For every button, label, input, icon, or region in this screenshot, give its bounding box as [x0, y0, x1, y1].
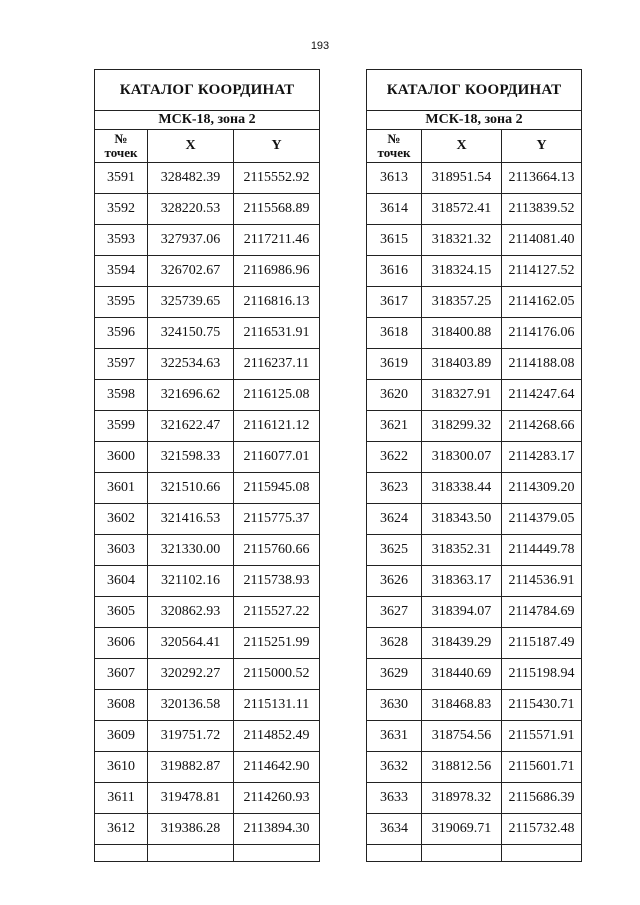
- point-number-cell: 3633: [367, 783, 422, 814]
- y-coordinate-cell: 2115760.66: [234, 535, 320, 566]
- x-coordinate-cell: 321102.16: [148, 566, 234, 597]
- point-number-cell: 3628: [367, 628, 422, 659]
- y-coordinate-cell: 2115198.94: [502, 659, 582, 690]
- point-number-symbol: №: [387, 131, 401, 146]
- x-coordinate-cell: 321510.66: [148, 473, 234, 504]
- x-coordinate-cell: 322534.63: [148, 349, 234, 380]
- point-number-cell: 3615: [367, 225, 422, 256]
- y-header: Y: [502, 130, 582, 163]
- x-coordinate-cell: 318400.88: [422, 318, 502, 349]
- y-header: Y: [234, 130, 320, 163]
- point-number-cell: 3602: [95, 504, 148, 535]
- point-number-cell: 3605: [95, 597, 148, 628]
- point-number-word: точек: [104, 145, 138, 160]
- coordinate-system-label: МСК-18, зона 2: [367, 111, 582, 130]
- point-number-word: точек: [377, 145, 411, 160]
- table-row: [95, 504, 320, 535]
- table-row: [367, 225, 582, 256]
- y-coordinate-cell: 2114162.05: [502, 287, 582, 318]
- y-coordinate-cell: 2116237.11: [234, 349, 320, 380]
- point-number-cell: 3634: [367, 814, 422, 845]
- point-number-cell: 3614: [367, 194, 422, 225]
- y-coordinate-cell: 2114268.66: [502, 411, 582, 442]
- x-coordinate-cell: 318403.89: [422, 349, 502, 380]
- y-coordinate-cell: 2114536.91: [502, 566, 582, 597]
- y-coordinate-cell: 2114379.05: [502, 504, 582, 535]
- y-coordinate-cell: 2114188.08: [502, 349, 582, 380]
- x-coordinate-cell: 321622.47: [148, 411, 234, 442]
- table-row: [367, 194, 582, 225]
- point-number-header: [95, 130, 148, 163]
- y-coordinate-cell: 2114449.78: [502, 535, 582, 566]
- point-number-cell: 3618: [367, 318, 422, 349]
- point-number-cell: 3594: [95, 256, 148, 287]
- y-coordinate-cell: 2116125.08: [234, 380, 320, 411]
- table-row: [367, 287, 582, 318]
- x-coordinate-cell: 320862.93: [148, 597, 234, 628]
- table-row: [95, 318, 320, 349]
- table-row: [95, 225, 320, 256]
- y-coordinate-cell: 2114642.90: [234, 752, 320, 783]
- point-number-cell: 3591: [95, 163, 148, 194]
- point-number-cell: 3624: [367, 504, 422, 535]
- point-number-cell: 3617: [367, 287, 422, 318]
- x-coordinate-cell: 328482.39: [148, 163, 234, 194]
- empty-cell: [95, 845, 148, 862]
- catalog-title: КАТАЛОГ КООРДИНАТ: [367, 70, 582, 111]
- table-row: [367, 256, 582, 287]
- y-coordinate-cell: 2115187.49: [502, 628, 582, 659]
- point-number-cell: 3625: [367, 535, 422, 566]
- x-coordinate-cell: 319069.71: [422, 814, 502, 845]
- y-coordinate-cell: 2113839.52: [502, 194, 582, 225]
- point-number-cell: 3630: [367, 690, 422, 721]
- x-header: X: [422, 130, 502, 163]
- table-row: [367, 380, 582, 411]
- table-row: [367, 442, 582, 473]
- point-number-cell: 3607: [95, 659, 148, 690]
- y-coordinate-cell: 2115251.99: [234, 628, 320, 659]
- y-coordinate-cell: 2114176.06: [502, 318, 582, 349]
- x-coordinate-cell: 320136.58: [148, 690, 234, 721]
- y-coordinate-cell: 2115430.71: [502, 690, 582, 721]
- table-row: [367, 752, 582, 783]
- point-number-cell: 3632: [367, 752, 422, 783]
- y-coordinate-cell: 2114247.64: [502, 380, 582, 411]
- point-number-cell: 3631: [367, 721, 422, 752]
- table-row: [95, 256, 320, 287]
- empty-cell: [234, 845, 320, 862]
- x-coordinate-cell: 321416.53: [148, 504, 234, 535]
- y-coordinate-cell: 2115738.93: [234, 566, 320, 597]
- x-coordinate-cell: 318440.69: [422, 659, 502, 690]
- coordinate-catalog-table-right: [366, 69, 582, 862]
- x-header: X: [148, 130, 234, 163]
- point-number-cell: 3598: [95, 380, 148, 411]
- y-coordinate-cell: 2115000.52: [234, 659, 320, 690]
- table-row: [95, 535, 320, 566]
- x-coordinate-cell: 318468.83: [422, 690, 502, 721]
- x-coordinate-cell: 325739.65: [148, 287, 234, 318]
- coordinate-system-label: МСК-18, зона 2: [95, 111, 320, 130]
- point-number-cell: 3592: [95, 194, 148, 225]
- x-coordinate-cell: 328220.53: [148, 194, 234, 225]
- point-number-cell: 3599: [95, 411, 148, 442]
- x-coordinate-cell: 318343.50: [422, 504, 502, 535]
- point-number-cell: 3606: [95, 628, 148, 659]
- table-row: [95, 380, 320, 411]
- point-number-cell: 3629: [367, 659, 422, 690]
- x-coordinate-cell: 321696.62: [148, 380, 234, 411]
- y-coordinate-cell: 2116121.12: [234, 411, 320, 442]
- y-coordinate-cell: 2116816.13: [234, 287, 320, 318]
- x-coordinate-cell: 318324.15: [422, 256, 502, 287]
- y-coordinate-cell: 2116077.01: [234, 442, 320, 473]
- left-table-body: [95, 163, 320, 862]
- y-coordinate-cell: 2115131.11: [234, 690, 320, 721]
- x-coordinate-cell: 318300.07: [422, 442, 502, 473]
- empty-cell: [148, 845, 234, 862]
- x-coordinate-cell: 321330.00: [148, 535, 234, 566]
- table-row: [95, 628, 320, 659]
- y-coordinate-cell: 2115732.48: [502, 814, 582, 845]
- table-row: [95, 442, 320, 473]
- x-coordinate-cell: 318978.32: [422, 783, 502, 814]
- table-row: [95, 659, 320, 690]
- point-number-cell: 3626: [367, 566, 422, 597]
- y-coordinate-cell: 2116986.96: [234, 256, 320, 287]
- page-number: 193: [310, 40, 330, 52]
- x-coordinate-cell: 318754.56: [422, 721, 502, 752]
- x-coordinate-cell: 318572.41: [422, 194, 502, 225]
- y-coordinate-cell: 2115527.22: [234, 597, 320, 628]
- x-coordinate-cell: 318327.91: [422, 380, 502, 411]
- y-coordinate-cell: 2115568.89: [234, 194, 320, 225]
- empty-cell: [502, 845, 582, 862]
- table-row: [95, 473, 320, 504]
- point-number-cell: 3600: [95, 442, 148, 473]
- y-coordinate-cell: 2117211.46: [234, 225, 320, 256]
- x-coordinate-cell: 318951.54: [422, 163, 502, 194]
- point-number-cell: 3604: [95, 566, 148, 597]
- y-coordinate-cell: 2115601.71: [502, 752, 582, 783]
- x-coordinate-cell: 318338.44: [422, 473, 502, 504]
- y-coordinate-cell: 2114260.93: [234, 783, 320, 814]
- point-number-cell: 3616: [367, 256, 422, 287]
- point-number-cell: 3620: [367, 380, 422, 411]
- point-number-cell: 3613: [367, 163, 422, 194]
- table-row: [95, 194, 320, 225]
- table-row: [367, 318, 582, 349]
- table-row: [95, 566, 320, 597]
- table-row: [367, 721, 582, 752]
- right-table-body: [367, 163, 582, 862]
- x-coordinate-cell: 326702.67: [148, 256, 234, 287]
- y-coordinate-cell: 2115571.91: [502, 721, 582, 752]
- x-coordinate-cell: 320292.27: [148, 659, 234, 690]
- table-row: [367, 535, 582, 566]
- table-row: [95, 721, 320, 752]
- y-coordinate-cell: 2115686.39: [502, 783, 582, 814]
- table-row: [367, 814, 582, 845]
- y-coordinate-cell: 2113894.30: [234, 814, 320, 845]
- point-number-header: [367, 130, 422, 163]
- point-number-cell: 3619: [367, 349, 422, 380]
- table-row: [95, 752, 320, 783]
- table-row: [367, 411, 582, 442]
- point-number-cell: 3612: [95, 814, 148, 845]
- empty-row: [367, 845, 582, 862]
- point-number-cell: 3603: [95, 535, 148, 566]
- table-row: [367, 163, 582, 194]
- catalog-title: КАТАЛОГ КООРДИНАТ: [95, 70, 320, 111]
- point-number-cell: 3622: [367, 442, 422, 473]
- y-coordinate-cell: 2114081.40: [502, 225, 582, 256]
- x-coordinate-cell: 319478.81: [148, 783, 234, 814]
- table-row: [95, 690, 320, 721]
- point-number-cell: 3601: [95, 473, 148, 504]
- point-number-cell: 3610: [95, 752, 148, 783]
- point-number-cell: 3593: [95, 225, 148, 256]
- point-number-cell: 3621: [367, 411, 422, 442]
- point-number-cell: 3611: [95, 783, 148, 814]
- x-coordinate-cell: 318357.25: [422, 287, 502, 318]
- x-coordinate-cell: 318352.31: [422, 535, 502, 566]
- table-row: [367, 659, 582, 690]
- table-row: [95, 783, 320, 814]
- y-coordinate-cell: 2113664.13: [502, 163, 582, 194]
- y-coordinate-cell: 2114784.69: [502, 597, 582, 628]
- empty-cell: [367, 845, 422, 862]
- x-coordinate-cell: 319751.72: [148, 721, 234, 752]
- point-number-symbol: №: [114, 131, 128, 146]
- y-coordinate-cell: 2114309.20: [502, 473, 582, 504]
- table-row: [367, 349, 582, 380]
- table-row: [367, 504, 582, 535]
- point-number-cell: 3627: [367, 597, 422, 628]
- table-row: [95, 411, 320, 442]
- empty-row: [95, 845, 320, 862]
- table-row: [367, 783, 582, 814]
- point-number-cell: 3609: [95, 721, 148, 752]
- y-coordinate-cell: 2115945.08: [234, 473, 320, 504]
- table-row: [95, 349, 320, 380]
- point-number-cell: 3596: [95, 318, 148, 349]
- x-coordinate-cell: 320564.41: [148, 628, 234, 659]
- x-coordinate-cell: 318394.07: [422, 597, 502, 628]
- y-coordinate-cell: 2116531.91: [234, 318, 320, 349]
- y-coordinate-cell: 2114852.49: [234, 721, 320, 752]
- point-number-cell: 3595: [95, 287, 148, 318]
- x-coordinate-cell: 324150.75: [148, 318, 234, 349]
- table-row: [95, 597, 320, 628]
- table-row: [95, 814, 320, 845]
- x-coordinate-cell: 321598.33: [148, 442, 234, 473]
- table-row: [95, 163, 320, 194]
- x-coordinate-cell: 318439.29: [422, 628, 502, 659]
- x-coordinate-cell: 318363.17: [422, 566, 502, 597]
- table-row: [367, 597, 582, 628]
- x-coordinate-cell: 319386.28: [148, 814, 234, 845]
- empty-cell: [422, 845, 502, 862]
- coordinate-catalog-table-left: [94, 69, 320, 862]
- x-coordinate-cell: 318812.56: [422, 752, 502, 783]
- table-row: [367, 628, 582, 659]
- x-coordinate-cell: 319882.87: [148, 752, 234, 783]
- y-coordinate-cell: 2114283.17: [502, 442, 582, 473]
- x-coordinate-cell: 318321.32: [422, 225, 502, 256]
- table-row: [367, 566, 582, 597]
- point-number-cell: 3623: [367, 473, 422, 504]
- y-coordinate-cell: 2115775.37: [234, 504, 320, 535]
- y-coordinate-cell: 2114127.52: [502, 256, 582, 287]
- point-number-cell: 3608: [95, 690, 148, 721]
- x-coordinate-cell: 318299.32: [422, 411, 502, 442]
- table-row: [367, 690, 582, 721]
- x-coordinate-cell: 327937.06: [148, 225, 234, 256]
- point-number-cell: 3597: [95, 349, 148, 380]
- table-row: [95, 287, 320, 318]
- y-coordinate-cell: 2115552.92: [234, 163, 320, 194]
- table-row: [367, 473, 582, 504]
